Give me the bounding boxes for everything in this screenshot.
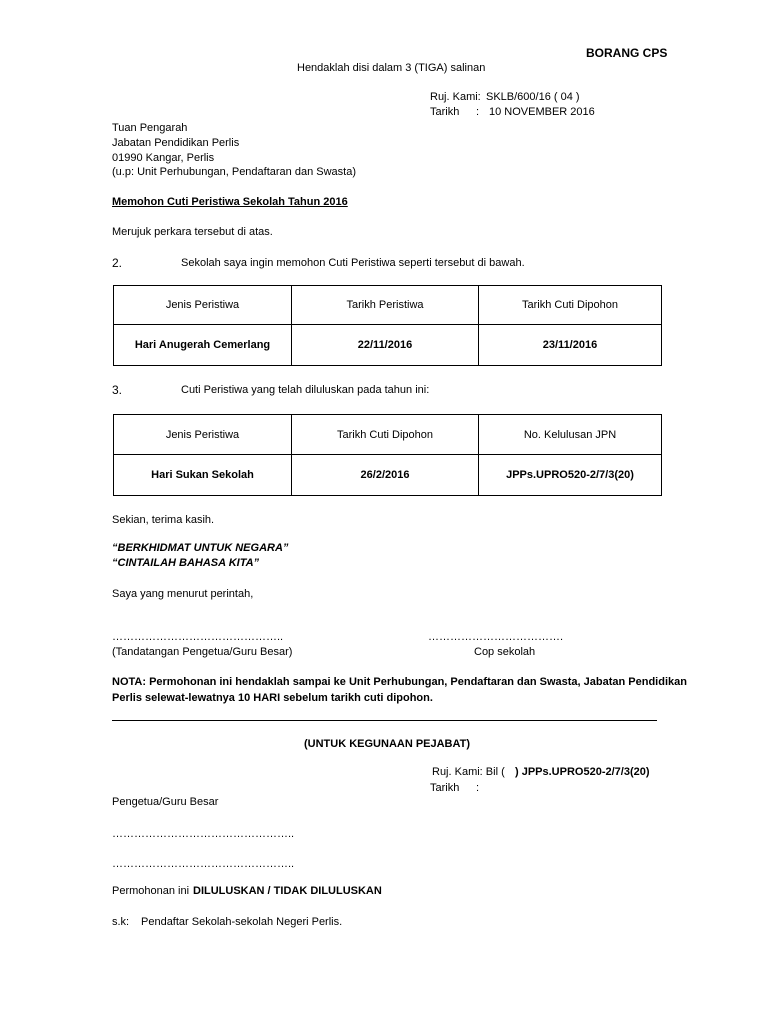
- approved-leave-table-cell: 26/2/2016: [292, 455, 479, 496]
- approved-leave-table-cell: Hari Sukan Sekolah: [114, 455, 292, 496]
- date-colon: :: [476, 106, 480, 118]
- approved-leave-table-header: No. Kelulusan JPN: [479, 415, 662, 455]
- closing: Sekian, terima kasih.: [112, 514, 215, 526]
- form-code: BORANG CPS: [586, 46, 668, 60]
- cc-value: Pendaftar Sekolah-sekolah Negeri Perlis.: [141, 916, 343, 928]
- office-date-colon: :: [476, 782, 480, 794]
- office-to: Pengetua/Guru Besar: [112, 796, 219, 808]
- event-table-cell: Hari Anugerah Cemerlang: [114, 325, 292, 366]
- motto-1: “BERKHIDMAT UNTUK NEGARA”: [112, 542, 289, 554]
- para-2-text: Sekolah saya ingin memohon Cuti Peristiwa seperti tersebut di bawah.: [181, 257, 525, 269]
- recipient-line-1: Tuan Pengarah: [112, 122, 188, 134]
- note-line-1: NOTA: Permohonan ini hendaklah sampai ke Unit Perhubungan, Pendaftaran dan Swasta, Jabatan Pendidikan: [112, 676, 687, 688]
- ref-value: SKLB/600/16 ( 04 ): [486, 91, 580, 103]
- para-2-number: 2.: [112, 256, 123, 270]
- signature-label: (Tandatangan Pengetua/Guru Besar): [112, 646, 293, 658]
- approved-leave-table-header: Jenis Peristiwa: [114, 415, 292, 455]
- approval-status: DILULUSKAN / TIDAK DILULUSKAN: [193, 885, 382, 897]
- date-value: 10 NOVEMBER 2016: [489, 106, 595, 118]
- para-3-number: 3.: [112, 383, 123, 397]
- office-dots-1: …………………………………………..: [112, 828, 295, 840]
- subject: Memohon Cuti Peristiwa Sekolah Tahun 2016: [112, 196, 348, 208]
- approved-leave-table: [113, 414, 662, 496]
- ref-label: Ruj. Kami:: [430, 91, 481, 103]
- event-table-header: Tarikh Cuti Dipohon: [479, 286, 662, 325]
- event-table-row: [114, 325, 662, 366]
- office-dots-2: …………………………………………..: [112, 858, 295, 870]
- recipient-line-2: Jabatan Pendidikan Perlis: [112, 137, 240, 149]
- office-date-label: Tarikh: [430, 782, 460, 794]
- event-table-cell: 22/11/2016: [292, 325, 479, 366]
- recipient-line-4: (u.p: Unit Perhubungan, Pendaftaran dan Swasta): [112, 166, 356, 178]
- date-label: Tarikh: [430, 106, 460, 118]
- motto-2: “CINTAILAH BAHASA KITA”: [112, 557, 260, 569]
- obedient-line: Saya yang menurut perintah,: [112, 588, 254, 600]
- recipient-line-3: 01990 Kangar, Perlis: [112, 152, 215, 164]
- event-table-header: Tarikh Peristiwa: [292, 286, 479, 325]
- intro: Merujuk perkara tersebut di atas.: [112, 226, 273, 238]
- approved-leave-table-row: [114, 455, 662, 496]
- office-use-title: (UNTUK KEGUNAAN PEJABAT): [304, 738, 471, 750]
- note-line-2: Perlis selewat-lewatnya 10 HARI sebelum tarikh cuti dipohon.: [112, 692, 433, 704]
- signature-dots: ………………………………………..: [112, 631, 284, 643]
- cc-label: s.k:: [112, 916, 130, 928]
- office-ref-label: Ruj. Kami: Bil (: [432, 766, 505, 778]
- event-table-cell: 23/11/2016: [479, 325, 662, 366]
- stamp-label: Cop sekolah: [474, 646, 536, 658]
- approval-label: Permohonan ini: [112, 885, 190, 897]
- approved-leave-table-header: Tarikh Cuti Dipohon: [292, 415, 479, 455]
- section-divider: [112, 720, 657, 721]
- approved-leave-table-header-row: [114, 415, 662, 455]
- event-table: [113, 285, 662, 366]
- event-table-header: Jenis Peristiwa: [114, 286, 292, 325]
- stamp-dots: ……………………………….: [428, 631, 564, 643]
- office-ref-value: ) JPPs.UPRO520-2/7/3(20): [515, 766, 650, 778]
- para-3-text: Cuti Peristiwa yang telah diluluskan pada tahun ini:: [181, 384, 430, 396]
- event-table-header-row: [114, 286, 662, 325]
- copies-note: Hendaklah disi dalam 3 (TIGA) salinan: [297, 62, 486, 74]
- approved-leave-table-cell: JPPs.UPRO520-2/7/3(20): [479, 455, 662, 496]
